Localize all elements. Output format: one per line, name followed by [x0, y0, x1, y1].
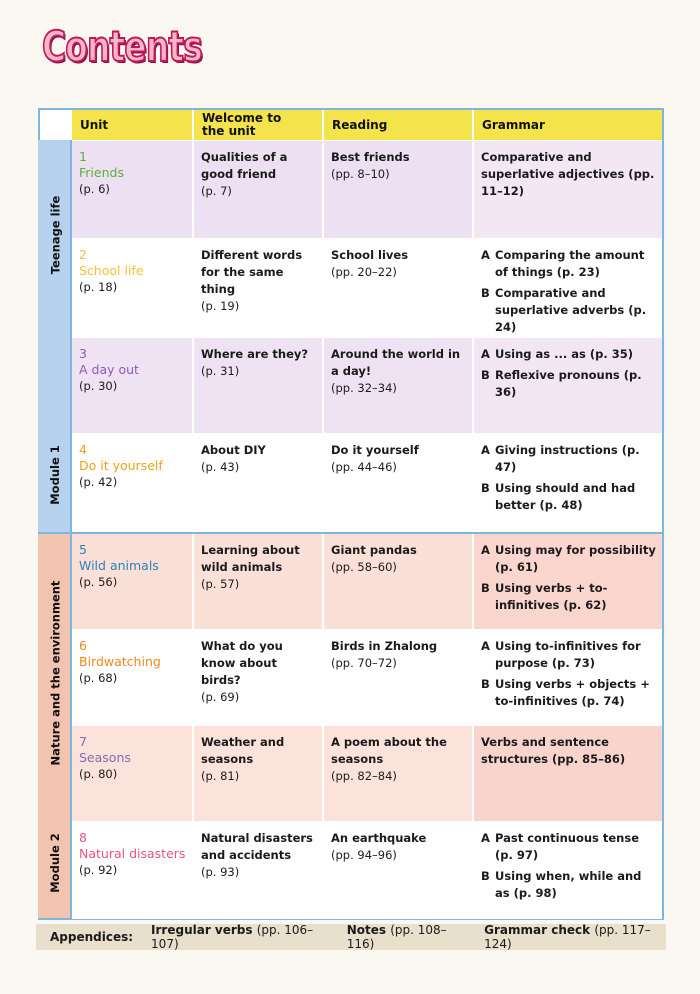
unit-number: 4	[79, 442, 87, 457]
grammar-letter: A	[481, 443, 490, 457]
grammar-letter: B	[481, 286, 490, 300]
grammar-text: Comparative and superlative adverbs (p. 24)	[495, 286, 647, 334]
welcome-cell	[194, 630, 324, 726]
grammar-text: Using when, while and as (p. 98)	[495, 869, 642, 900]
unit-number: 5	[79, 542, 87, 557]
grammar-cell	[474, 338, 662, 434]
grammar-text: Using may for possibility (p. 61)	[495, 543, 656, 574]
grammar-item	[481, 149, 656, 200]
reading-cell	[324, 726, 474, 822]
welcome-title: Learning about wild animals	[201, 543, 300, 574]
grammar-letter: B	[481, 869, 490, 883]
appendix-grammar-check: Grammar check (pp. 117–124)	[484, 923, 651, 951]
grammar-cell	[474, 434, 662, 534]
reading-title: A poem about the seasons	[331, 735, 447, 766]
unit-name: A day out	[79, 362, 139, 377]
welcome-title: Where are they?	[201, 347, 309, 361]
unit-number: 2	[79, 247, 87, 262]
reading-page: (pp. 94–96)	[331, 848, 397, 862]
module-label-1: Module 1	[48, 445, 63, 505]
grammar-item	[481, 346, 656, 363]
welcome-title: Weather and seasons	[201, 735, 285, 766]
welcome-title: Natural disasters and accidents	[201, 831, 313, 862]
theme-label-nature: Nature and the environment	[48, 580, 62, 766]
header-grammar: Grammar	[482, 118, 545, 132]
welcome-title: Different words for the same thing	[201, 248, 303, 296]
grammar-letter: A	[481, 543, 490, 557]
reading-cell	[324, 534, 474, 630]
grammar-text: Using as ... as (p. 35)	[495, 347, 633, 361]
unit-cell	[72, 338, 194, 434]
module-divider	[38, 532, 664, 534]
reading-page: (pp. 20–22)	[331, 265, 397, 279]
unit-number: 6	[79, 638, 87, 653]
unit-cell	[72, 726, 194, 822]
reading-cell	[324, 338, 474, 434]
welcome-cell	[194, 822, 324, 919]
grammar-item	[481, 247, 656, 281]
unit-number: 1	[79, 149, 87, 164]
grammar-cell	[474, 726, 662, 822]
grammar-item	[481, 542, 656, 576]
welcome-cell	[194, 338, 324, 434]
unit-page: (p. 18)	[79, 280, 118, 294]
welcome-cell	[194, 141, 324, 239]
unit-cell	[72, 630, 194, 726]
unit-page: (p. 68)	[79, 671, 118, 685]
grammar-item	[481, 285, 656, 336]
unit-name: Birdwatching	[79, 654, 161, 669]
table-header	[72, 110, 662, 140]
welcome-cell	[194, 726, 324, 822]
reading-page: (pp. 44–46)	[331, 460, 397, 474]
reading-cell	[324, 822, 474, 919]
unit-row	[72, 821, 662, 919]
welcome-cell	[194, 239, 324, 338]
unit-name: Natural disasters	[79, 846, 186, 861]
theme-label-teenage-life: Teenage life	[48, 195, 62, 275]
reading-title: School lives	[331, 248, 409, 262]
grammar-item	[481, 367, 656, 401]
welcome-page: (p. 43)	[201, 460, 240, 474]
unit-name: Do it yourself	[79, 458, 163, 473]
welcome-cell	[194, 434, 324, 534]
reading-title: Around the world in a day!	[331, 347, 461, 378]
unit-cell	[72, 239, 194, 338]
header-welcome: Welcome to the unit	[194, 110, 324, 140]
grammar-item	[481, 676, 656, 710]
appendix-label: Appendices:	[50, 930, 134, 944]
welcome-page: (p. 57)	[201, 577, 240, 591]
grammar-text: Comparing the amount of things (p. 23)	[495, 248, 645, 279]
welcome-page: (p. 69)	[201, 690, 240, 704]
unit-name: School life	[79, 263, 144, 278]
reading-title: Best friends	[331, 150, 410, 164]
welcome-title: Qualities of a good friend	[201, 150, 288, 181]
reading-title: Giant pandas	[331, 543, 417, 557]
grammar-letter: A	[481, 639, 490, 653]
grammar-text: Comparative and superlative adjectives (pp. 11–12)	[481, 150, 655, 198]
reading-cell	[324, 239, 474, 338]
welcome-page: (p. 31)	[201, 364, 240, 378]
reading-page: (pp. 82–84)	[331, 769, 397, 783]
unit-name: Seasons	[79, 750, 131, 765]
unit-number: 7	[79, 734, 87, 749]
unit-number: 3	[79, 346, 87, 361]
welcome-page: (p. 19)	[201, 299, 240, 313]
unit-row	[72, 433, 662, 534]
unit-cell	[72, 434, 194, 534]
welcome-cell	[194, 534, 324, 630]
welcome-page: (p. 93)	[201, 865, 240, 879]
unit-page: (p. 92)	[79, 863, 118, 877]
grammar-letter: B	[481, 368, 490, 382]
welcome-title: What do you know about birds?	[201, 639, 283, 687]
unit-name: Friends	[79, 165, 124, 180]
reading-page: (pp. 8–10)	[331, 167, 390, 181]
grammar-item	[481, 830, 656, 864]
grammar-item	[481, 868, 656, 902]
unit-name: Wild animals	[79, 558, 159, 573]
grammar-text: Using verbs + to-infinitives (p. 62)	[495, 581, 608, 612]
header-reading: Reading	[324, 110, 474, 140]
reading-cell	[324, 630, 474, 726]
unit-page: (p. 6)	[79, 182, 110, 196]
appendix-bar	[36, 924, 666, 950]
reading-cell	[324, 434, 474, 534]
grammar-text: Reflexive pronouns (p. 36)	[495, 368, 642, 399]
header-unit: Unit	[72, 110, 194, 140]
unit-cell	[72, 141, 194, 239]
grammar-cell	[474, 822, 662, 919]
grammar-item	[481, 580, 656, 614]
welcome-page: (p. 81)	[201, 769, 240, 783]
unit-row	[72, 629, 662, 726]
unit-number: 8	[79, 830, 87, 845]
grammar-item	[481, 480, 656, 514]
module-label-2: Module 2	[48, 833, 63, 893]
unit-row	[72, 533, 662, 630]
grammar-cell	[474, 239, 662, 338]
grammar-letter: B	[481, 581, 490, 595]
page-title: Contents	[42, 22, 202, 71]
grammar-text: Giving instructions (p. 47)	[495, 443, 640, 474]
grammar-letter: A	[481, 347, 490, 361]
unit-page: (p. 42)	[79, 475, 118, 489]
grammar-text: Using should and had better (p. 48)	[495, 481, 636, 512]
grammar-letter: A	[481, 831, 490, 845]
grammar-cell	[474, 534, 662, 630]
reading-title: An earthquake	[331, 831, 427, 845]
grammar-item	[481, 734, 656, 768]
welcome-title: About DIY	[201, 443, 266, 457]
grammar-letter: B	[481, 481, 490, 495]
unit-page: (p. 80)	[79, 767, 118, 781]
grammar-text: Using to-infinitives for purpose (p. 73)	[495, 639, 641, 670]
grammar-text: Past continuous tense (p. 97)	[495, 831, 640, 862]
unit-row	[72, 725, 662, 822]
grammar-text: Verbs and sentence structures (pp. 85–86)	[481, 735, 626, 766]
grammar-item	[481, 442, 656, 476]
reading-cell	[324, 141, 474, 239]
grammar-cell	[474, 141, 662, 239]
grammar-text: Using verbs + objects + to-infinitives (p. 74)	[495, 677, 650, 708]
unit-row	[72, 337, 662, 434]
appendix-notes: Notes (pp. 108–116)	[346, 923, 447, 951]
welcome-page: (p. 7)	[201, 184, 232, 198]
grammar-cell	[474, 630, 662, 726]
grammar-letter: B	[481, 677, 490, 691]
reading-page: (pp. 70–72)	[331, 656, 397, 670]
grammar-letter: A	[481, 248, 490, 262]
appendix-irregular: Irregular verbs (pp. 106–107)	[151, 923, 314, 951]
reading-title: Do it yourself	[331, 443, 419, 457]
unit-cell	[72, 534, 194, 630]
reading-title: Birds in Zhalong	[331, 639, 438, 653]
unit-page: (p. 56)	[79, 575, 118, 589]
reading-page: (pp. 32–34)	[331, 381, 397, 395]
reading-page: (pp. 58–60)	[331, 560, 397, 574]
grammar-item	[481, 638, 656, 672]
unit-page: (p. 30)	[79, 379, 118, 393]
unit-cell	[72, 822, 194, 919]
unit-row	[72, 140, 662, 239]
unit-row	[72, 238, 662, 338]
